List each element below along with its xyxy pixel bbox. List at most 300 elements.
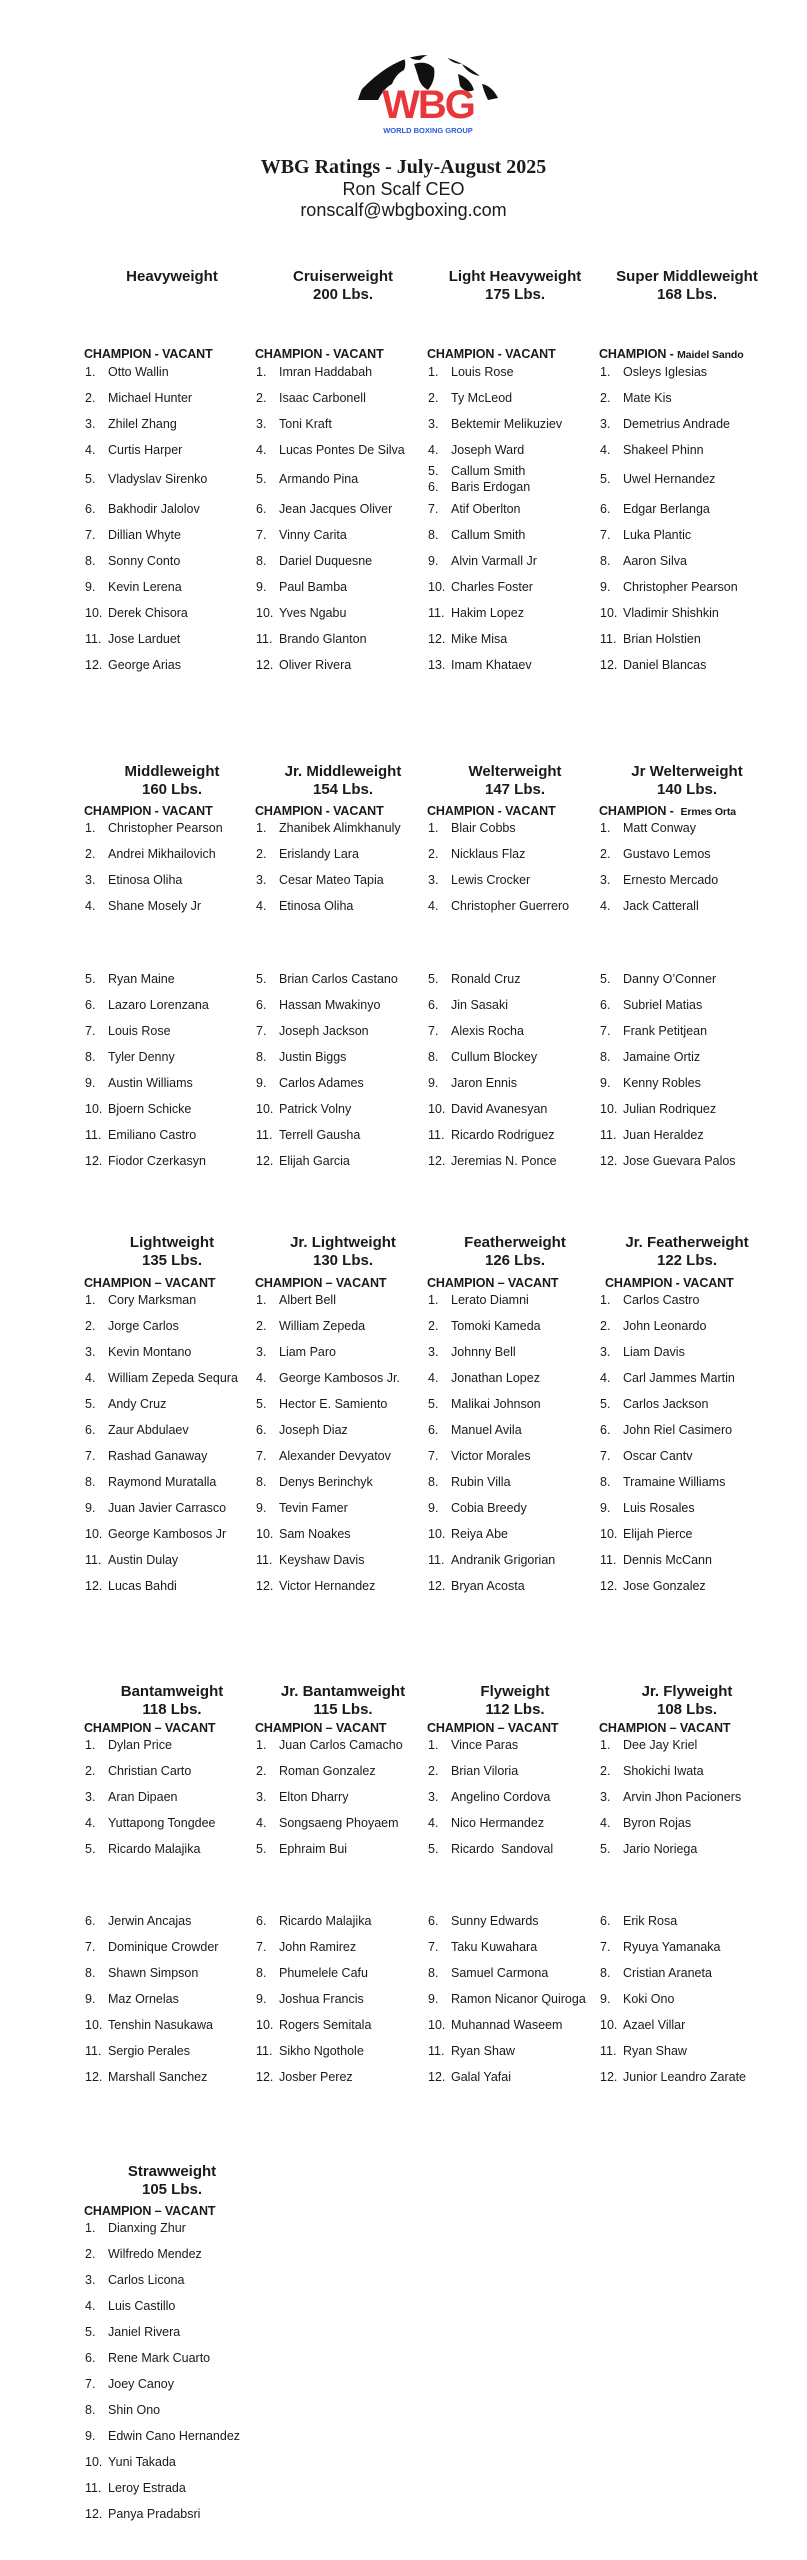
division-heading-welterweight	[427, 763, 603, 799]
fighter-name: Juan Carlos Camacho	[279, 1738, 403, 1752]
rank-number: 11.	[85, 632, 102, 646]
fighter-row	[428, 1396, 541, 1412]
rank-number: 8.	[600, 1475, 611, 1489]
rank-number: 2.	[600, 1764, 611, 1778]
fighter-row	[256, 527, 347, 543]
fighter-name: Marshall Sanchez	[108, 2070, 208, 2084]
fighter-row	[428, 605, 524, 621]
rank-number: 8.	[256, 1475, 267, 1489]
rank-number: 8.	[428, 1966, 439, 1980]
fighter-name: Muhannad Waseem	[451, 2018, 563, 2032]
fighter-name: Maz Ornelas	[108, 1992, 179, 2006]
division-heading-jr-lightweight	[255, 1234, 431, 1270]
fighter-row	[428, 971, 520, 987]
fighter-name: Dee Jay Kriel	[623, 1738, 698, 1752]
fighter-row	[85, 1448, 207, 1464]
fighter-name: Curtis Harper	[108, 443, 183, 457]
fighter-name: Ricardo Rodriguez	[451, 1128, 555, 1142]
rank-number: 5.	[428, 464, 439, 478]
rank-number: 7.	[600, 528, 611, 542]
fighter-name: Terrell Gausha	[279, 1128, 361, 1142]
fighter-row	[600, 820, 696, 836]
division-heading-middleweight	[84, 763, 260, 799]
division-weight: 140 Lbs.	[656, 781, 718, 798]
fighter-row	[428, 390, 512, 406]
rank-number: 1.	[85, 365, 96, 379]
rank-number: 3.	[600, 873, 611, 887]
rank-number: 4.	[600, 899, 611, 913]
fighter-name: Imam Khataev	[451, 658, 532, 672]
fighter-row	[600, 553, 687, 569]
fighter-row	[600, 1737, 697, 1753]
rank-number: 11.	[85, 2044, 102, 2058]
fighter-name: Toni Kraft	[279, 417, 332, 431]
division-weight: 108 Lbs.	[656, 1701, 718, 1718]
rank-number: 6.	[428, 1914, 439, 1928]
division-weight: 200 Lbs.	[312, 286, 374, 303]
rank-number: 8.	[256, 1050, 267, 1064]
fighter-row	[600, 1763, 704, 1779]
fighter-row	[85, 1370, 238, 1386]
fighter-name: Kevin Montano	[108, 1345, 192, 1359]
champion-label: CHAMPION -	[84, 804, 163, 818]
fighter-name: Tomoki Kameda	[451, 1319, 541, 1333]
fighter-name: Zhanibek Alimkhanuly	[279, 821, 401, 835]
rank-number: 5.	[600, 1397, 611, 1411]
fighter-name: Jose Gonzalez	[623, 1579, 706, 1593]
fighter-name: Mate Kis	[623, 391, 672, 405]
division-name: Featherweight	[464, 1234, 566, 1251]
fighter-name: Joseph Diaz	[279, 1423, 348, 1437]
rank-number: 4.	[256, 899, 267, 913]
fighter-name: Dariel Duquesne	[279, 554, 373, 568]
fighter-name: Galal Yafai	[451, 2070, 511, 2084]
fighter-row	[256, 1396, 387, 1412]
champion-name: VACANT	[164, 1721, 216, 1735]
rank-number: 2.	[428, 1319, 439, 1333]
fighter-name: Ricardo Malajika	[279, 1914, 372, 1928]
fighter-name: Dennis McCann	[623, 1553, 712, 1567]
rank-number: 9.	[256, 1501, 267, 1515]
fighter-row	[85, 1763, 191, 1779]
champion-line	[84, 1276, 256, 1290]
fighter-name: Dillian Whyte	[108, 528, 181, 542]
fighter-row	[600, 1913, 677, 1929]
fighter-name: Tramaine Williams	[623, 1475, 726, 1489]
rank-number: 4.	[85, 1371, 96, 1385]
rank-number: 1.	[600, 1738, 611, 1752]
rank-number: 2.	[85, 1319, 96, 1333]
fighter-name: Uwel Hernandez	[623, 472, 716, 486]
fighter-name: Phumelele Cafu	[279, 1966, 368, 1980]
fighter-row	[256, 1049, 346, 1065]
champion-label: CHAMPION –	[599, 1721, 680, 1735]
fighter-row	[600, 527, 691, 543]
fighter-row	[428, 479, 530, 495]
rank-number: 5.	[85, 2325, 96, 2339]
fighter-name: Shokichi Iwata	[623, 1764, 704, 1778]
division-weight: 130 Lbs.	[312, 1252, 374, 1269]
champion-line	[255, 347, 427, 361]
champion-label: CHAMPION -	[599, 347, 678, 361]
rank-number: 5.	[256, 472, 267, 486]
fighter-name: Callum Smith	[451, 528, 526, 542]
rank-number: 6.	[428, 1423, 439, 1437]
rank-number: 6.	[256, 998, 267, 1012]
fighter-name: Julian Rodriquez	[623, 1102, 717, 1116]
fighter-row	[85, 1737, 172, 1753]
rank-number: 8.	[428, 1050, 439, 1064]
rank-number: 3.	[428, 417, 439, 431]
rank-number: 3.	[256, 1345, 267, 1359]
rank-number: 8.	[428, 1475, 439, 1489]
fighter-name: Brian Viloria	[451, 1764, 519, 1778]
champion-label: CHAMPION -	[427, 804, 506, 818]
fighter-row	[85, 442, 182, 458]
rank-number: 7.	[256, 1940, 267, 1954]
rank-number: 1.	[428, 365, 439, 379]
rank-number: 12.	[428, 1579, 446, 1593]
rank-number: 4.	[85, 2299, 96, 2313]
fighter-name: Cullum Blockey	[451, 1050, 538, 1064]
rank-number: 3.	[428, 873, 439, 887]
fighter-row	[256, 1815, 399, 1831]
fighter-name: Shawn Simpson	[108, 1966, 199, 1980]
fighter-row	[428, 1370, 540, 1386]
fighter-row	[256, 553, 372, 569]
fighter-row	[85, 2298, 175, 2314]
rank-number: 8.	[85, 1966, 96, 1980]
fighter-name: Yuttapong Tongdee	[108, 1816, 216, 1830]
champion-name: VACANT	[505, 347, 556, 361]
fighter-row	[428, 1913, 539, 1929]
rank-number: 4.	[600, 1816, 611, 1830]
fighter-row	[600, 1991, 674, 2007]
fighter-row	[600, 1292, 699, 1308]
fighter-row	[256, 1526, 351, 1542]
rank-number: 8.	[85, 554, 96, 568]
fighter-row	[256, 416, 332, 432]
division-name: Middleweight	[124, 763, 220, 780]
fighter-row	[85, 1815, 216, 1831]
fighter-row	[428, 1552, 555, 1568]
rank-number: 10.	[85, 2018, 103, 2032]
rank-number: 9.	[85, 2429, 96, 2443]
rank-number: 1.	[256, 365, 267, 379]
fighter-name: Lewis Crocker	[451, 873, 531, 887]
rank-number: 7.	[428, 502, 439, 516]
fighter-name: Cory Marksman	[108, 1293, 197, 1307]
rank-number: 4.	[428, 899, 439, 913]
fighter-name: Aaron Silva	[623, 554, 687, 568]
fighter-row	[600, 1939, 721, 1955]
rank-number: 6.	[85, 2351, 96, 2365]
fighter-name: Liam Davis	[623, 1345, 685, 1359]
fighter-row	[256, 579, 347, 595]
fighter-name: Luis Rosales	[623, 1501, 695, 1515]
fighter-name: Zaur Abdulaev	[108, 1423, 189, 1437]
fighter-name: Jeremias N. Ponce	[451, 1154, 557, 1168]
rank-number: 9.	[600, 580, 611, 594]
fighter-row	[600, 1965, 712, 1981]
fighter-name: Sonny Conto	[108, 554, 181, 568]
fighter-name: Lucas Pontes De Silva	[279, 443, 405, 457]
fighter-name: Jean Jacques Oliver	[279, 502, 393, 516]
fighter-row	[600, 1552, 712, 1568]
fighter-name: Ronald Cruz	[451, 972, 521, 986]
rank-number: 4.	[85, 899, 96, 913]
rank-number: 5.	[256, 1397, 267, 1411]
rank-number: 11.	[85, 1553, 102, 1567]
rank-number: 3.	[428, 1790, 439, 1804]
fighter-row	[600, 442, 704, 458]
fighter-name: Ryan Shaw	[623, 2044, 687, 2058]
rank-number: 9.	[428, 1992, 439, 2006]
rank-number: 6.	[428, 998, 439, 1012]
fighter-name: Vladyslav Sirenko	[108, 472, 208, 486]
fighter-name: Oscar Cantv	[623, 1449, 693, 1463]
champion-name: VACANT	[505, 804, 556, 818]
fighter-row	[256, 1448, 391, 1464]
fighter-row	[256, 605, 346, 621]
rank-number: 5.	[256, 972, 267, 986]
fighter-name: Dianxing Zhur	[108, 2221, 186, 2235]
fighter-name: Jario Noriega	[623, 1842, 698, 1856]
fighter-row	[600, 872, 718, 888]
fighter-name: Brian Carlos Castano	[279, 972, 398, 986]
division-heading-strawweight	[84, 2163, 260, 2199]
champion-line	[255, 1721, 427, 1735]
champion-label: CHAMPION –	[255, 1276, 336, 1290]
rank-number: 10.	[256, 606, 274, 620]
fighter-name: Christopher Guerrero	[451, 899, 570, 913]
rank-number: 12.	[600, 2070, 618, 2084]
fighter-name: Charles Foster	[451, 580, 533, 594]
rank-number: 8.	[85, 2403, 96, 2417]
fighter-name: Joey Canoy	[108, 2377, 175, 2391]
fighter-name: Carlos Jackson	[623, 1397, 709, 1411]
fighter-name: Ramon Nicanor Quiroga	[451, 1992, 586, 2006]
fighter-name: Vladimir Shishkin	[623, 606, 719, 620]
fighter-row	[256, 1991, 364, 2007]
fighter-row	[85, 553, 180, 569]
champion-label: CHAMPION –	[84, 1721, 165, 1735]
rank-number: 7.	[85, 1024, 96, 1038]
division-name: Welterweight	[468, 763, 562, 780]
champion-name: VACANT	[333, 347, 384, 361]
rank-number: 9.	[256, 580, 267, 594]
fighter-name: Andy Cruz	[108, 1397, 167, 1411]
fighter-row	[428, 1448, 531, 1464]
division-weight: 122 Lbs.	[656, 1252, 718, 1269]
fighter-row	[600, 364, 707, 380]
fighter-name: Jin Sasaki	[451, 998, 508, 1012]
fighter-row	[600, 971, 716, 987]
rank-number: 6.	[428, 480, 439, 494]
fighter-row	[256, 898, 353, 914]
champion-name: VACANT	[333, 804, 384, 818]
fighter-name: Erik Rosa	[623, 1914, 678, 1928]
rank-number: 6.	[256, 502, 267, 516]
rank-number: 3.	[600, 1345, 611, 1359]
rank-number: 4.	[428, 1816, 439, 1830]
division-name: Jr. Bantamweight	[280, 1683, 406, 1700]
fighter-name: Isaac Carbonell	[279, 391, 366, 405]
fighter-row	[256, 1763, 376, 1779]
division-heading-bantamweight	[84, 1683, 260, 1719]
fighter-row	[600, 1396, 708, 1412]
fighter-name: Elijah Garcia	[279, 1154, 350, 1168]
champion-label: CHAMPION –	[427, 1721, 508, 1735]
fighter-row	[85, 1578, 177, 1594]
svg-text:WORLD BOXING GROUP: WORLD BOXING GROUP	[383, 126, 473, 135]
fighter-name: John Riel Casimero	[623, 1423, 733, 1437]
fighter-name: Ernesto Mercado	[623, 873, 719, 887]
rank-number: 4.	[85, 1816, 96, 1830]
division-heading-light-heavyweight	[427, 268, 603, 304]
rank-number: 10.	[85, 606, 103, 620]
fighter-name: Janiel Rivera	[108, 2325, 181, 2339]
fighter-row	[600, 898, 699, 914]
fighter-row	[600, 657, 706, 673]
fighter-row	[600, 2017, 685, 2033]
fighter-row	[428, 997, 508, 1013]
division-heading-heavyweight	[84, 268, 260, 286]
rank-number: 10.	[256, 1102, 274, 1116]
rank-number: 10.	[428, 1527, 446, 1541]
division-name: Heavyweight	[126, 268, 218, 285]
division-name: Jr Welterweight	[631, 763, 743, 780]
champion-label: CHAMPION -	[255, 347, 334, 361]
fighter-row	[85, 997, 209, 1013]
champion-label: CHAMPION –	[427, 1276, 508, 1290]
fighter-name: Justin Biggs	[279, 1050, 347, 1064]
fighter-name: Jack Catterall	[623, 899, 699, 913]
fighter-row	[600, 2069, 746, 2085]
fighter-name: Imran Haddabah	[279, 365, 373, 379]
fighter-row	[428, 1578, 525, 1594]
fighter-name: Christopher Pearson	[623, 580, 738, 594]
fighter-name: Lucas Bahdi	[108, 1579, 177, 1593]
rank-number: 9.	[256, 1076, 267, 1090]
rank-number: 6.	[85, 1423, 96, 1437]
fighter-row	[600, 1526, 692, 1542]
fighter-row	[600, 1815, 691, 1831]
fighter-name: Kenny Robles	[623, 1076, 701, 1090]
contact-email[interactable]: ronscalf@wbgboxing.com	[300, 200, 507, 220]
fighter-name: Joseph Ward	[451, 443, 525, 457]
champion-name: VACANT	[683, 1276, 734, 1290]
fighter-row	[85, 1396, 166, 1412]
fighter-row	[85, 872, 182, 888]
fighter-name: John Leonardo	[623, 1319, 707, 1333]
fighter-name: William Zepeda Sequra	[108, 1371, 238, 1385]
rank-number: 3.	[256, 873, 267, 887]
champion-line	[84, 1721, 256, 1735]
fighter-row	[428, 1737, 518, 1753]
fighter-row	[428, 846, 525, 862]
fighter-row	[85, 820, 223, 836]
rank-number: 3.	[85, 1790, 96, 1804]
fighter-name: Austin Williams	[108, 1076, 193, 1090]
rank-number: 4.	[256, 443, 267, 457]
fighter-row	[600, 1344, 685, 1360]
champion-name: VACANT	[162, 347, 213, 361]
fighter-name: Johnny Bell	[451, 1345, 516, 1359]
fighter-row	[600, 1370, 735, 1386]
rank-number: 11.	[428, 1553, 445, 1567]
fighter-row	[85, 1526, 226, 1542]
fighter-row	[85, 1127, 196, 1143]
rank-number: 11.	[428, 606, 445, 620]
fighter-row	[428, 1763, 518, 1779]
fighter-row	[428, 527, 525, 543]
division-heading-jr-bantamweight	[255, 1683, 431, 1719]
rank-number: 3.	[428, 1345, 439, 1359]
fighter-name: William Zepeda	[279, 1319, 366, 1333]
fighter-name: Joshua Francis	[279, 1992, 364, 2006]
rank-number: 6.	[85, 502, 96, 516]
fighter-row	[256, 820, 401, 836]
division-weight: 126 Lbs.	[484, 1252, 546, 1269]
rank-number: 12.	[85, 2507, 103, 2521]
fighter-name: Jose Larduet	[108, 632, 181, 646]
division-weight: 118 Lbs.	[142, 1701, 202, 1718]
fighter-row	[256, 1318, 365, 1334]
fighter-row	[256, 1965, 368, 1981]
rank-number: 1.	[85, 1738, 96, 1752]
fighter-row	[428, 1101, 547, 1117]
fighter-row	[85, 2272, 184, 2288]
fighter-name: Azael Villar	[623, 2018, 686, 2032]
fighter-row	[85, 2220, 186, 2236]
rank-number: 11.	[600, 2044, 617, 2058]
fighter-name: Bryan Acosta	[451, 1579, 525, 1593]
rank-number: 2.	[85, 2247, 96, 2261]
fighter-name: Ty McLeod	[451, 391, 513, 405]
fighter-name: Reiya Abe	[451, 1527, 508, 1541]
rank-number: 9.	[85, 580, 96, 594]
rank-number: 4.	[428, 443, 439, 457]
rank-number: 5.	[85, 1397, 96, 1411]
fighter-name: Jose Guevara Palos	[623, 1154, 736, 1168]
division-heading-lightweight	[84, 1234, 260, 1270]
fighter-row	[600, 1153, 736, 1169]
rank-number: 5.	[428, 972, 439, 986]
rank-number: 12.	[256, 2070, 274, 2084]
fighter-row	[85, 1153, 206, 1169]
fighter-row	[428, 1318, 541, 1334]
fighter-row	[85, 1101, 191, 1117]
rank-number: 10.	[600, 1102, 618, 1116]
fighter-name: Roman Gonzalez	[279, 1764, 376, 1778]
champion-name: VACANT	[335, 1276, 387, 1290]
rank-number: 2.	[428, 391, 439, 405]
fighter-row	[600, 1448, 692, 1464]
rank-number: 12.	[428, 632, 446, 646]
champion-name: Ermes Orta	[680, 806, 737, 818]
fighter-name: Osleys Iglesias	[623, 365, 708, 379]
fighter-name: Emiliano Castro	[108, 1128, 197, 1142]
rank-number: 7.	[428, 1024, 439, 1038]
rank-number: 6.	[600, 502, 611, 516]
fighter-row	[256, 657, 351, 673]
rank-number: 11.	[256, 2044, 273, 2058]
division-name: Jr. Middleweight	[284, 763, 402, 780]
rank-number: 5.	[85, 972, 96, 986]
division-heading-super-middleweight	[599, 268, 775, 304]
fighter-row	[428, 2069, 511, 2085]
